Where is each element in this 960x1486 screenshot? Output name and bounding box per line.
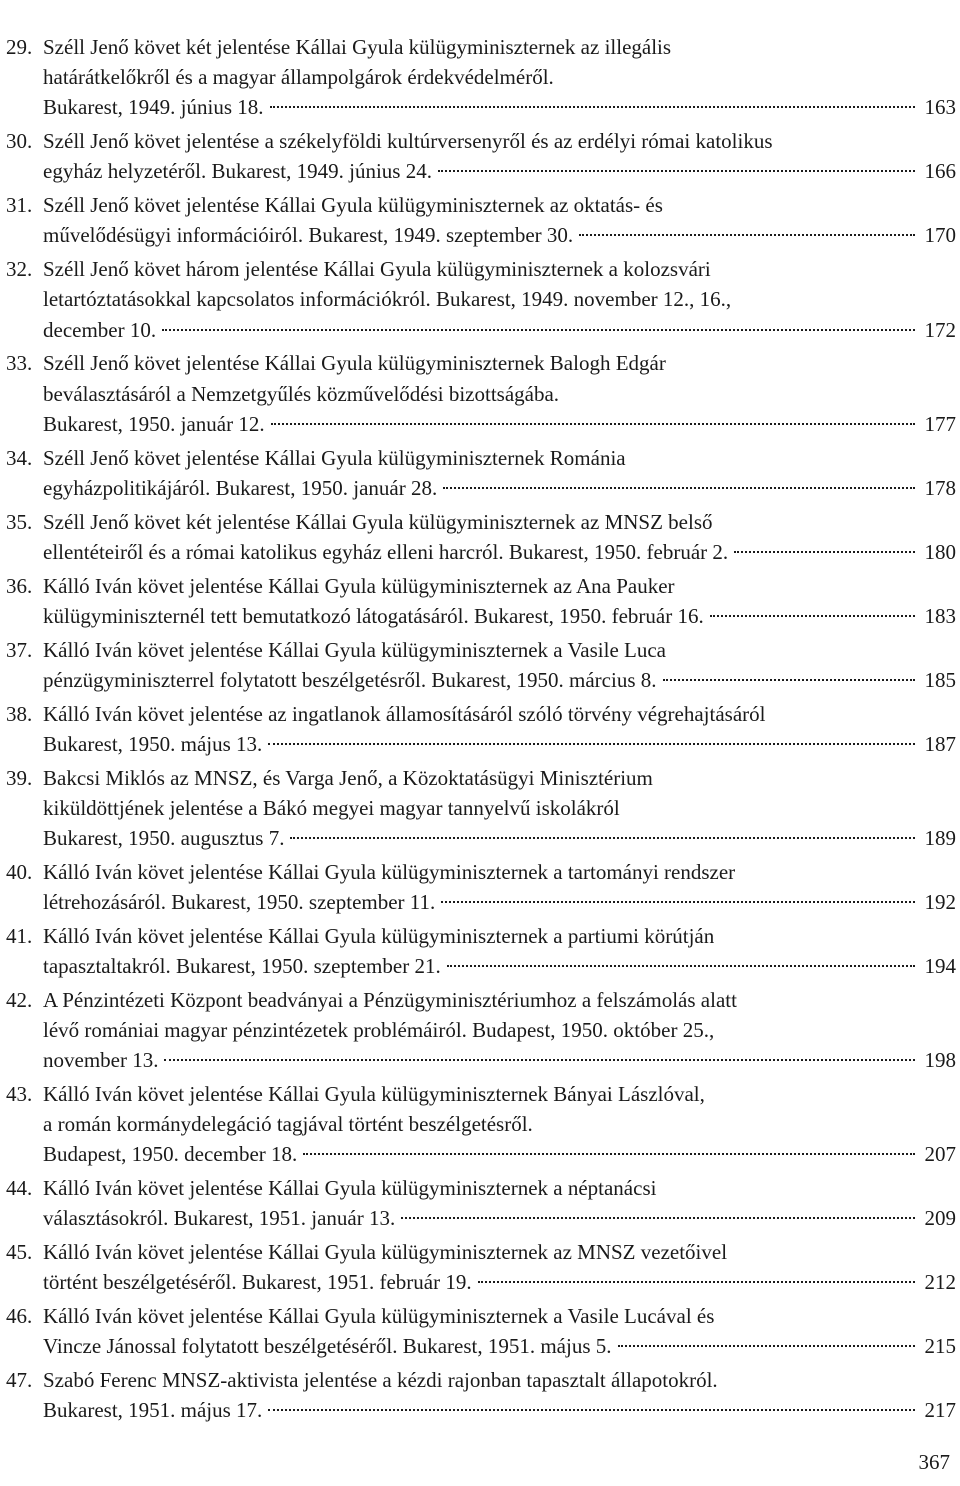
toc-entry-final-line [43,156,956,186]
dot-leader [443,487,914,489]
toc-entry-page-number: 194 [924,954,956,979]
toc-entry-title-line: lévő romániai magyar pénzintézetek problémáiról. Budapest, 1950. október 25., [43,1018,715,1043]
toc-entry-title-line: Kálló Iván követ jelentése az ingatlanok államosításáról szóló törvény végrehajtásáról [43,701,766,726]
toc-entry-body [43,857,956,917]
toc-entry [6,857,956,917]
toc-entry-number: 33. [6,351,33,376]
toc-entry-title-line: Kálló Iván követ jelentése Kállai Gyula külügyminiszternek a tartományi rendszer [43,859,736,884]
toc-entry [6,190,956,250]
toc-entry-title-line: letartóztatásokkal kapcsolatos információkról. Bukarest, 1949. november 12., 16., [43,287,732,312]
dot-leader [268,1409,914,1411]
toc-entry-date-line: Bukarest, 1950. január 12. [43,411,265,436]
toc-entry [6,1301,956,1361]
toc-entry-page-number: 212 [924,1270,956,1295]
toc-entry-number: 47. [6,1368,33,1393]
toc-entry-page-number: 209 [924,1206,956,1231]
toc-entry-date-line: egyház helyzetéről. Bukarest, 1949. június 24. [43,159,432,184]
toc-entry [6,921,956,981]
toc-entry-number: 35. [6,509,33,534]
toc-entry-number: 40. [6,859,33,884]
toc-entry-number: 37. [6,637,33,662]
toc-entry-page-number: 215 [924,1334,956,1359]
toc-entry-date-line: létrehozásáról. Bukarest, 1950. szeptember 11. [43,890,436,915]
toc-entry-body [43,254,956,345]
toc-entry-body [43,1365,956,1425]
toc-entry-body [43,921,956,981]
toc-entry-title-line: Széll Jenő követ jelentése Kállai Gyula külügyminiszternek Balogh Edgár [43,351,666,376]
toc-entry-body [43,571,956,631]
toc-entry-page-number: 172 [924,317,956,342]
toc-entry-title-line: a román kormánydelegáció tagjával történt beszélgetésről. [43,1112,533,1137]
toc-entry-title-line: Kálló Iván követ jelentése Kállai Gyula külügyminiszternek Bányai Lászlóval, [43,1082,705,1107]
toc-entry-number: 46. [6,1304,33,1329]
toc-entry-page-number: 183 [924,603,956,628]
dot-leader [441,901,914,903]
toc-entry-number: 44. [6,1176,33,1201]
toc-entry-final-line [43,1331,956,1361]
toc-entry-final-line [43,1267,956,1297]
table-of-contents [6,32,956,1429]
toc-entry-final-line [43,887,956,917]
toc-entry-date-line: november 13. [43,1048,159,1073]
dot-leader [710,615,915,617]
toc-entry-date-line: Vincze Jánossal folytatott beszélgetéséről. Bukarest, 1951. május 5. [43,1334,612,1359]
toc-entry-title-line: Széll Jenő követ két jelentése Kállai Gyula külügyminiszternek az illegális [43,35,672,59]
toc-entry-final-line [43,537,956,567]
toc-entry-body [43,126,956,186]
toc-entry-final-line [43,823,956,853]
toc-entry-page-number: 177 [924,411,956,436]
toc-entry [6,1237,956,1297]
toc-entry [6,635,956,695]
toc-entry-body [43,985,956,1076]
toc-entry-body [43,1079,956,1170]
toc-entry-title-line: Kálló Iván követ jelentése Kállai Gyula külügyminiszternek a Vasile Lucával és [43,1304,715,1329]
toc-entry-date-line: egyházpolitikájáról. Bukarest, 1950. január 28. [43,475,438,500]
dot-leader [663,679,915,681]
toc-entry-page-number: 189 [924,826,956,851]
toc-entry-page-number: 163 [924,95,956,120]
dot-leader [478,1281,915,1283]
toc-entry-body [43,1301,956,1361]
toc-entry-date-line: tapasztaltakról. Bukarest, 1950. szeptember 21. [43,954,441,979]
toc-entry [6,32,956,123]
toc-entry-body [43,699,956,759]
toc-entry-title-line: Szabó Ferenc MNSZ-aktivista jelentése a kézdi rajonban tapasztalt állapotokról. [43,1368,718,1393]
toc-entry-number: 42. [6,987,33,1012]
toc-entry-final-line [43,729,956,759]
toc-entry-date-line: Bukarest, 1951. május 17. [43,1398,263,1423]
toc-entry-title-line: Széll Jenő követ jelentése a székelyföldi kultúrversenyről és az erdélyi római katolikus [43,129,773,154]
toc-entry [6,985,956,1076]
toc-entry-title-line: Bakcsi Miklós az MNSZ, és Varga Jenő, a Közoktatásügyi Minisztérium [43,765,653,790]
toc-entry-title-line: A Pénzintézeti Központ beadványai a Pénzügyminisztériumhoz a felszámolás alatt [43,987,737,1012]
toc-entry-number: 36. [6,573,33,598]
toc-entry-date-line: külügyminiszternél tett bemutatkozó látogatásáról. Bukarest, 1950. február 16. [43,603,704,628]
toc-entry-title-line: beválasztásáról a Nemzetgyűlés közművelődési bizottságába. [43,381,560,406]
toc-entry-page-number: 178 [924,475,956,500]
toc-entry-body [43,443,956,503]
toc-entry-title-line: Kálló Iván követ jelentése Kállai Gyula külügyminiszternek a néptanácsi [43,1176,657,1201]
dot-leader [618,1345,915,1347]
toc-entry-final-line [43,92,956,122]
toc-entry-title-line: Kálló Iván követ jelentése Kállai Gyula külügyminiszternek az Ana Pauker [43,573,675,598]
toc-entry-body [43,635,956,695]
toc-entry [6,1365,956,1425]
toc-entry-body [43,32,956,123]
toc-entry-title-line: Kálló Iván követ jelentése Kállai Gyula külügyminiszternek a Vasile Luca [43,637,666,662]
toc-entry-page-number: 207 [924,1142,956,1167]
toc-entry-page-number: 187 [924,731,956,756]
dot-leader [438,170,915,172]
dot-leader [734,551,914,553]
toc-entry-final-line [43,473,956,503]
toc-entry [6,1173,956,1233]
toc-entry [6,571,956,631]
toc-entry-number: 31. [6,193,33,218]
toc-entry-final-line [43,951,956,981]
toc-entry-body [43,190,956,250]
toc-entry-title-line: Kálló Iván követ jelentése Kállai Gyula külügyminiszternek a partiumi körútján [43,923,715,948]
toc-entry-number: 39. [6,765,33,790]
toc-entry-body [43,507,956,567]
dot-leader [447,965,915,967]
toc-entry-date-line: Budapest, 1950. december 18. [43,1142,298,1167]
toc-entry-date-line: ellentéteiről és a római katolikus egyház elleni harcról. Bukarest, 1950. február 2. [43,539,729,564]
dot-leader [290,837,914,839]
toc-entry-final-line [43,1139,956,1169]
toc-entry-number: 41. [6,923,33,948]
toc-entry-page-number: 217 [924,1398,956,1423]
toc-entry-date-line: Bukarest, 1950. május 13. [43,731,263,756]
toc-entry-title-line: Széll Jenő követ jelentése Kállai Gyula külügyminiszternek az oktatás- és [43,193,663,218]
toc-entry-page-number: 192 [924,890,956,915]
toc-entry-final-line [43,315,956,345]
toc-entry-page-number: 170 [924,223,956,248]
dot-leader [271,423,915,425]
dot-leader [579,234,914,236]
toc-entry-final-line [43,1045,956,1075]
toc-entry-number: 38. [6,701,33,726]
toc-entry [6,348,956,439]
toc-entry-date-line: választásokról. Bukarest, 1951. január 13. [43,1206,396,1231]
dot-leader [162,329,914,331]
toc-entry-page-number: 166 [924,159,956,184]
toc-entry-final-line [43,220,956,250]
toc-entry-title-line: Széll Jenő követ három jelentése Kállai Gyula külügyminiszternek a kolozsvári [43,257,711,282]
toc-entry-date-line: Bukarest, 1949. június 18. [43,95,264,120]
toc-entry-date-line: történt beszélgetéséről. Bukarest, 1951. február 19. [43,1270,472,1295]
toc-entry-final-line [43,1395,956,1425]
toc-entry-final-line [43,409,956,439]
dot-leader [268,743,914,745]
dot-leader [164,1059,914,1061]
toc-entry-date-line: művelődésügyi információiról. Bukarest, 1949. szeptember 30. [43,223,574,248]
toc-entry-number: 43. [6,1082,33,1107]
toc-entry-title-line: Széll Jenő követ jelentése Kállai Gyula külügyminiszternek Románia [43,445,626,470]
toc-entry-body [43,348,956,439]
toc-entry [6,126,956,186]
toc-entry-page-number: 180 [924,539,956,564]
toc-entry-number: 29. [6,35,33,59]
dot-leader [270,106,915,108]
toc-entry-title-line: kiküldöttjének jelentése a Bákó megyei magyar tannyelvű iskolákról [43,795,620,820]
toc-entry-title-line: Kálló Iván követ jelentése Kállai Gyula külügyminiszternek az MNSZ vezetőivel [43,1240,728,1265]
toc-entry-title-line: Széll Jenő követ két jelentése Kállai Gyula külügyminiszternek az MNSZ belső [43,509,713,534]
toc-entry-body [43,763,956,854]
dot-leader [303,1153,914,1155]
toc-entry-date-line: pénzügyminiszterrel folytatott beszélgetésről. Bukarest, 1950. március 8. [43,667,657,692]
toc-entry-date-line: december 10. [43,317,157,342]
toc-entry-final-line [43,1203,956,1233]
toc-entry-number: 30. [6,129,33,154]
toc-entry-final-line [43,665,956,695]
toc-entry-title-line: határátkelőkről és a magyar állampolgárok érdekvédelméről. [43,65,554,90]
toc-entry [6,254,956,345]
toc-entry [6,1079,956,1170]
toc-entry [6,507,956,567]
toc-entry [6,763,956,854]
toc-entry [6,699,956,759]
toc-entry [6,443,956,503]
toc-entry-date-line: Bukarest, 1950. augusztus 7. [43,826,285,851]
page-number: 367 [918,1450,950,1474]
toc-entry-body [43,1237,956,1297]
toc-entry-page-number: 185 [924,667,956,692]
toc-entry-final-line [43,601,956,631]
toc-entry-page-number: 198 [924,1048,956,1073]
toc-entry-number: 34. [6,445,33,470]
dot-leader [401,1217,914,1219]
toc-entry-number: 32. [6,257,33,282]
toc-entry-number: 45. [6,1240,33,1265]
toc-entry-body [43,1173,956,1233]
